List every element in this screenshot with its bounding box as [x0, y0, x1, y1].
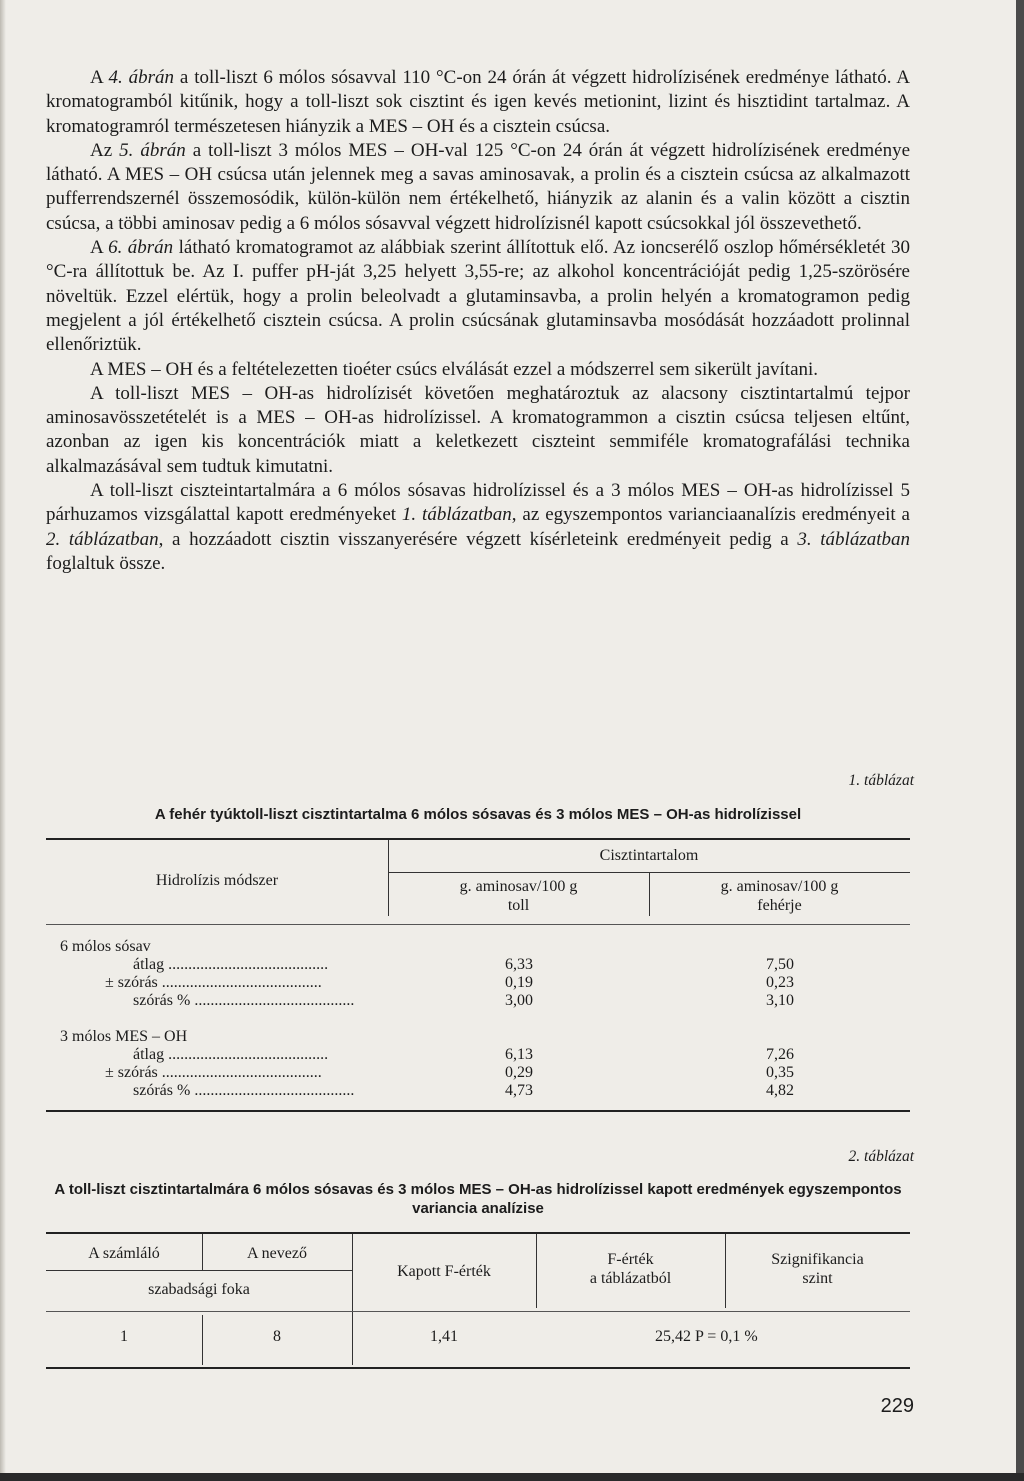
table-1-row-label: szórás % ........................................	[133, 1082, 355, 1099]
table-1-label: 1. táblázat	[848, 772, 914, 789]
table-2-header-numerator: A számláló	[88, 1245, 160, 1262]
table-2-header-f-table	[536, 1250, 725, 1288]
table-1-cell: 7,50	[766, 956, 794, 973]
table-2-cell-numerator: 1	[120, 1328, 128, 1345]
paragraph-4: A MES – OH és a feltételezetten tioéter csúcs elválását ezzel a módszerrel sem sikerült javítani.	[90, 358, 819, 380]
paragraph-6: A toll-liszt ciszteintartalmára a 6 mólos sósavas hidrolízissel és a 3 mólos MES – OH-as hidrolízissel 5 párhuzamos vizsgálattal kapott eredményeket 1. táblázatban, az egyszempontos varianciaanalízis eredményeit a 2. táblázatban, a hozzáadott cisztin visszanyerésére végzett kísérleteink eredményeit pedig a 3. táblázatban foglaltuk össze.	[46, 480, 910, 574]
table-2-f-table-line-1: F-érték	[607, 1251, 654, 1268]
table-1-group-1-name: 6 mólos sósav	[60, 938, 151, 955]
table-2-significance-line-2: szint	[802, 1270, 833, 1287]
table-1-group-2-name: 3 mólos MES – OH	[60, 1028, 188, 1045]
table-1-cell: 4,73	[505, 1082, 533, 1099]
table-1-cell: 0,23	[766, 974, 794, 991]
table-2-cell-f-table: 25,42 P = 0,1 %	[655, 1328, 758, 1345]
paragraph-3: A 6. ábrán látható kromatogramot az alábbiak szerint állítottuk elő. Az ioncserélő oszlop hőmérsékletét 30 °C-ra állítottuk be. Az I. puffer pH-ját 3,25 helyett 3,55-re; az alkohol koncentrációját pedig 1,25-szörösére növeltük. Ezzel elértük, hogy a prolin beleolvadt a glutaminsavba, a prolin helyén a kromatogramon pedig megjelent a jól értékelhető cisztein csúcsa. A prolin csúcsának glutaminsavba mosódását hozzáadott prolinnal ellenőriztük.	[46, 237, 910, 356]
body-text	[46, 66, 910, 576]
table-2-header-denominator: A nevező	[247, 1245, 307, 1262]
table-1-cell: 4,82	[766, 1082, 794, 1099]
table-1-bottom-rule	[46, 1110, 910, 1112]
table-1-subheader-rule	[388, 872, 910, 873]
table-1-header-method: Hidrolízis módszer	[155, 872, 279, 889]
table-1-row-label: átlag ........................................	[133, 1046, 329, 1063]
table-1-cell: 0,19	[505, 974, 533, 991]
paragraph-2: Az 5. ábrán a toll-liszt 3 mólos MES – OH-val 125 °C-on 24 órán át végzett hidrolízisének eredménye látható. A MES – OH csúcsa után jelennek meg a savas aminosavak, a prolin és a cisztein csúcsa az alkalmazott pufferrendszernél összemosódik, külön-külön nem értékelhető, hiányzik az alanin és a valin között a cisztin csúcsa, a többi aminosav pedig a 6 mólos sósavval végzett hidrolízisnél kapott csúcsokkal jól összevethető.	[46, 139, 910, 234]
paragraph-1: A 4. ábrán a toll-liszt 6 mólos sósavval 110 °C-on 24 órán át végzett hidrolízisének eredménye látható. A kromatogramból kitűnik, hogy a toll-liszt sok cisztint és igen kevés metionint, lizint és hisztidint tartalmaz. A kromatogramról természetesen hiányzik a MES – OH és a cisztein csúcsa.	[46, 67, 910, 137]
table-2-label: 2. táblázat	[848, 1148, 914, 1165]
table-1-col1-line-2: toll	[507, 897, 530, 914]
table-2-f-table-line-2: a táblázatból	[589, 1270, 672, 1287]
page-right-edge	[1016, 0, 1024, 1481]
table-1-row-label: átlag ........................................	[133, 956, 329, 973]
table-1-cell: 0,29	[505, 1064, 533, 1081]
table-1-title: A fehér tyúktoll-liszt cisztintartalma 6 mólos sósavas és 3 mólos MES – OH-as hidrolízissel	[154, 806, 802, 823]
table-2-bottom-rule	[46, 1367, 910, 1369]
paragraph-5: A toll-liszt MES – OH-as hidrolízisét követően meghatároztuk az alacsony cisztintartalmú tejpor aminosavösszetételét is a MES – OH-as hidrolízissel. A kromatogrammon a cisztin csúcsa teljesen eltűnt, azonban az igen kis koncentrációk miatt a keletkezett ciszteint semmiféle kromatografálási technika alkalmazásával sem tudtuk kimutatni.	[46, 382, 910, 477]
table-2-top-rule	[46, 1232, 910, 1234]
page-shadow	[0, 0, 6, 1481]
table-2-cell-denominator: 8	[273, 1328, 281, 1345]
table-2-header-f-obtained: Kapott F-érték	[397, 1263, 491, 1280]
table-1-top-rule	[46, 838, 910, 840]
table-2-title: A toll-liszt cisztintartalmára 6 mólos sósavas és 3 mólos MES – OH-as hidrolízissel kapott eredmények egyszempontos variancia analízise	[54, 1181, 902, 1217]
table-1-header-col1	[388, 877, 649, 915]
table-1-row-label: ± szórás ........................................	[105, 1064, 322, 1081]
table-2-subheader-rule	[46, 1270, 352, 1271]
table-1-cell: 3,00	[505, 992, 533, 1009]
page-number: 229	[880, 1395, 914, 1417]
table-2-header-rule	[46, 1311, 910, 1312]
table-1-col2-line-2: fehérje	[757, 897, 802, 914]
table-1-header-group: Cisztintartalom	[599, 847, 699, 864]
table-1-cell: 0,35	[766, 1064, 794, 1081]
table-1-cell: 3,10	[766, 992, 794, 1009]
table-1-cell: 6,13	[505, 1046, 533, 1063]
table-1-col1-line-1: g. aminosav/100 g	[459, 878, 578, 895]
table-2-significance-line-1: Szignifikancia	[771, 1251, 864, 1268]
table-2-header-significance	[725, 1250, 910, 1288]
table-1-cell: 6,33	[505, 956, 533, 973]
table-1-row-label: szórás % ........................................	[133, 992, 355, 1009]
table-1-cell: 7,26	[766, 1046, 794, 1063]
table-2-cell-f: 1,41	[430, 1328, 458, 1345]
page-bottom-edge	[0, 1473, 1024, 1481]
table-1-header-rule	[46, 924, 910, 925]
table-1-col2-line-1: g. aminosav/100 g	[720, 878, 839, 895]
table-2-header-dof: szabadsági foka	[148, 1281, 250, 1298]
table-1-header-col2	[649, 877, 910, 915]
table-1-row-label: ± szórás ........................................	[105, 974, 322, 991]
